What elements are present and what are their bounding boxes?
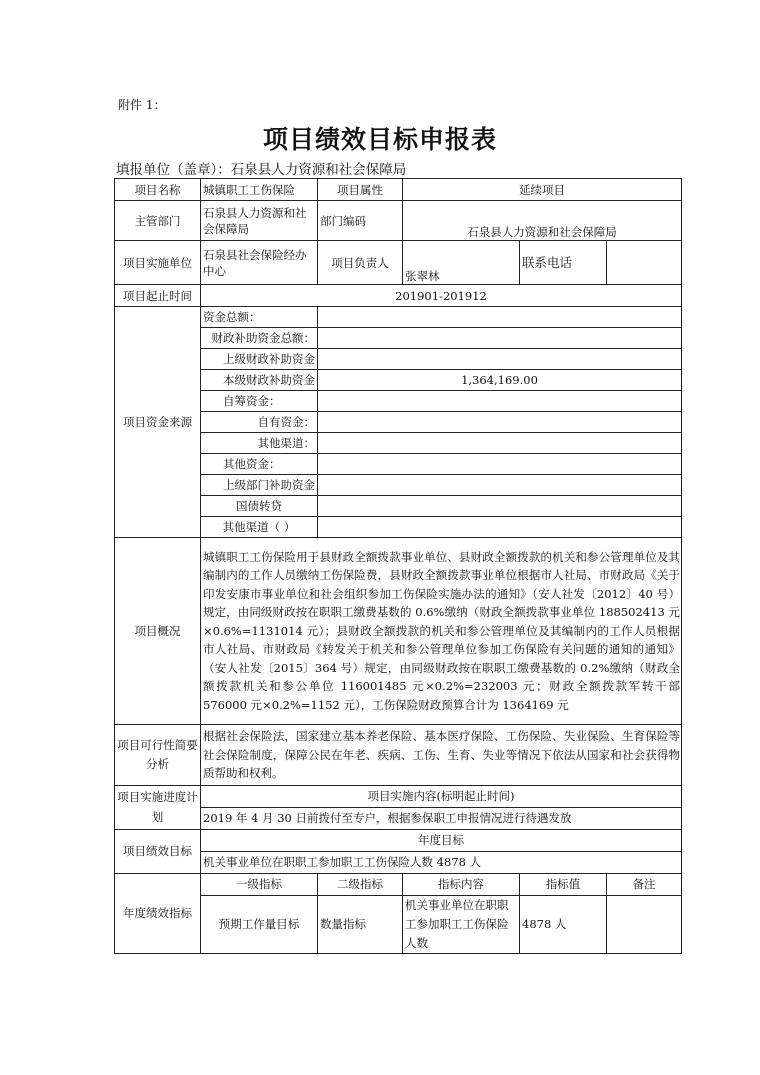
attachment-label: 附件 1： [118, 98, 166, 112]
project-name-value: 城镇职工工伤保险 [201, 179, 318, 201]
page-title: 项目绩效目标申报表 [262, 125, 497, 154]
col-content: 指标内容 [403, 873, 520, 895]
target-header: 年度目标 [201, 829, 682, 851]
funds-row-value [318, 349, 682, 370]
col-note: 备注 [607, 873, 682, 895]
col-value: 指标值 [520, 873, 607, 895]
funds-row-label: 其他渠道： [201, 433, 318, 454]
funds-row-value [318, 496, 682, 517]
phone-label: 联系电话 [520, 241, 607, 285]
impl-unit-value: 石泉县社会保险经办中心 [201, 241, 318, 285]
period-label: 项目起止时间 [115, 285, 201, 307]
indicator-note [607, 895, 682, 953]
funds-row-label: 自有资金： [201, 412, 318, 433]
reporting-unit: 填报单位（盖章）：石泉县人力资源和社会保障局 [116, 162, 407, 178]
indicators-label: 年度绩效指标 [115, 873, 201, 953]
funds-row-value [318, 517, 682, 538]
feasibility-label: 项目可行性简要分析 [115, 725, 201, 786]
project-attr-label: 项目属性 [318, 179, 403, 201]
funds-row-value [318, 307, 682, 328]
funds-row-label: 国债转贷 [201, 496, 318, 517]
overview-text: 城镇职工工伤保险用于县财政全额拨款事业单位、县财政全额拨款的机关和参公管理单位及其编制内的工作人员缴纳工伤保险费，县财政全额拨款事业单位根据市人社局、市财政局《关于印发安康市事业单位和社会组织参加工伤保险实施办法的通知》（安人社发〔2012〕40 号）规定，由同级财政按在职职工缴费基数的 0.6%缴纳（财政全额拨款事业单位 188502413 元×0.6%=1131014 元）；县财政全额拨款的机关和参公管理单位及其编制内的工作人员根据市人社局、市财政局《转发关于机关和参公管理单位参加工伤保险有关问题的通知的通知》（安人社发〔2015〕364 号）规定，由同级财政按在职职工缴费基数的 0.2%缴纳（财政全额拨款机关和参公单位 116001485 元×0.2%=232003 元；财政全额拨款军转干部 576000 元×0.2%=1152 元），工伤保险财政预算合计为 1364169 元 [201, 538, 682, 725]
funds-row-label: 其他渠道（ ） [201, 517, 318, 538]
project-name-label: 项目名称 [115, 179, 201, 201]
funds-row-value [318, 433, 682, 454]
indicator-value: 4878 人 [520, 895, 607, 953]
funds-row-label: 上级财政补助资金 [201, 349, 318, 370]
funds-label: 项目资金来源 [115, 307, 201, 538]
funds-row-value [318, 454, 682, 475]
schedule-content: 2019 年 4 月 30 日前拨付至专户，根据参保职工申报情况进行待遇发放 [201, 807, 682, 829]
feasibility-text: 根据社会保险法，国家建立基本养老保险、基本医疗保险、工伤保险、失业保险、生育保险等社会保险制度，保障公民在年老、疾病、工伤、生育、失业等情况下依法从国家和社会获得物质帮助和权利。 [201, 725, 682, 786]
funds-row-label: 本级财政补助资金 [201, 370, 318, 391]
funds-row-label: 自筹资金： [201, 391, 318, 412]
funds-row-label: 资金总额： [201, 307, 318, 328]
indicator-content: 机关事业单位在职职工参加职工工伤保险人数 [403, 895, 520, 953]
supervisor-value: 石泉县人力资源和社会保障局 [201, 201, 318, 241]
col-level1: 一级指标 [201, 873, 318, 895]
funds-row-value [318, 475, 682, 496]
period-value: 201901-201912 [201, 285, 682, 307]
project-attr-value: 延续项目 [403, 179, 682, 201]
performance-target-form [114, 178, 682, 954]
funds-row-value [318, 412, 682, 433]
funds-row-label: 上级部门补助资金 [201, 475, 318, 496]
target-label: 项目绩效目标 [115, 829, 201, 873]
indicator-level1: 预期工作量目标 [201, 895, 318, 953]
phone-value [607, 241, 682, 285]
funds-row-label: 其他资金： [201, 454, 318, 475]
overview-label: 项目概况 [115, 538, 201, 725]
col-level2: 二级指标 [318, 873, 403, 895]
dept-code-label: 部门编码 [318, 201, 403, 241]
target-content: 机关事业单位在职职工参加职工工伤保险人数 4878 人 [201, 851, 682, 873]
funds-row-value: 1,364,169.00 [318, 370, 682, 391]
leader-label: 项目负责人 [318, 241, 403, 285]
schedule-label: 项目实施进度计划 [115, 785, 201, 829]
funds-row-value [318, 391, 682, 412]
indicator-level2: 数量指标 [318, 895, 403, 953]
schedule-header: 项目实施内容(标明起止时间) [201, 785, 682, 807]
supervisor-label: 主管部门 [115, 201, 201, 241]
funds-row-label: 财政补助资金总额： [201, 328, 318, 349]
dept-code-value: 石泉县人力资源和社会保障局 [403, 201, 682, 241]
impl-unit-label: 项目实施单位 [115, 241, 201, 285]
leader-value: 张翠林 [403, 241, 520, 285]
funds-row-value [318, 328, 682, 349]
